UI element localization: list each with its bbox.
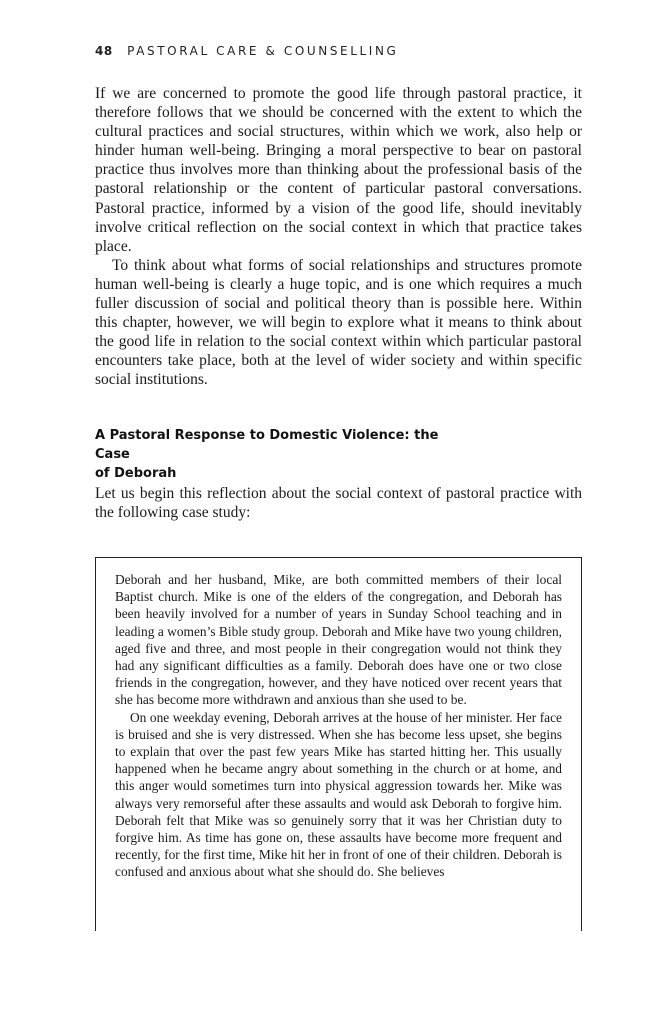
- intro-text: [95, 84, 582, 390]
- section-heading-line-2: of Deborah: [95, 466, 177, 481]
- lead-text: [95, 484, 582, 522]
- case-paragraph-2: On one weekday evening, Deborah arrives at the house of her minister. Her face is bruised and she is very distressed. When she has become less upset, she begins to explain that over the past few years Mike has started hitting her. This usually happened when he became angry about something in the church or at home, and this anger would sometimes turn into physical aggression towards her. Mike was always very remorseful after these assaults and would ask Deborah to forgive him. Deborah felt that Mike was so genuinely sorry that it was her Christian duty to forgive him. As time has gone on, these assaults have become more frequent and recently, for the first time, Mike hit her in front of one of their children. Deborah is confused and anxious about what she should do. She believes: [115, 709, 562, 880]
- lead-paragraph: Let us begin this reflection about the social context of pastoral practice with the following case study:: [95, 485, 582, 522]
- page-number: 48: [95, 44, 113, 58]
- case-study-box: [95, 557, 582, 931]
- intro-paragraph-2: To think about what forms of social relationships and structures promote human well-being is clearly a huge topic, and is one which requires a much fuller discussion of social and political theory than is possible here. Within this chapter, however, we will begin to explore what it means to think about the good life in relation to the social context within which particular pastoral encounters take place, both at the level of wider society and within specific social institutions.: [95, 256, 582, 389]
- case-paragraph-1: Deborah and her husband, Mike, are both committed members of their local Baptist church. Mike is one of the elders of the congregation, and Deborah has been heavily involved for a number of years in Sunday School teaching and in leading a women’s Bible study group. Deborah and Mike have two young children, aged five and three, and most people in their congregation would not think they had any significant difficulties as a family. Deborah does have one or two close friends in the congregation, however, and they have noticed over recent years that she has become more withdrawn and anxious than she used to be.: [115, 572, 562, 708]
- running-head: [95, 44, 585, 58]
- book-title: PASTORAL CARE & COUNSELLING: [127, 44, 399, 58]
- case-study-text: [115, 571, 562, 881]
- intro-paragraph-1: If we are concerned to promote the good life through pastoral practice, it therefore follows that we should be concerned with the extent to which the cultural practices and social structures, within which we work, also help or hinder human well-being. Bringing a moral perspective to bear on pastoral practice thus involves more than thinking about the professional basis of the pastoral relationship or the content of particular pastoral conversations. Pastoral practice, informed by a vision of the good life, should inevitably involve critical reflection on the social context in which that practice takes place.: [95, 85, 582, 255]
- section-heading-line-1: A Pastoral Response to Domestic Violence: the Case: [95, 428, 439, 462]
- section-heading: [95, 426, 475, 483]
